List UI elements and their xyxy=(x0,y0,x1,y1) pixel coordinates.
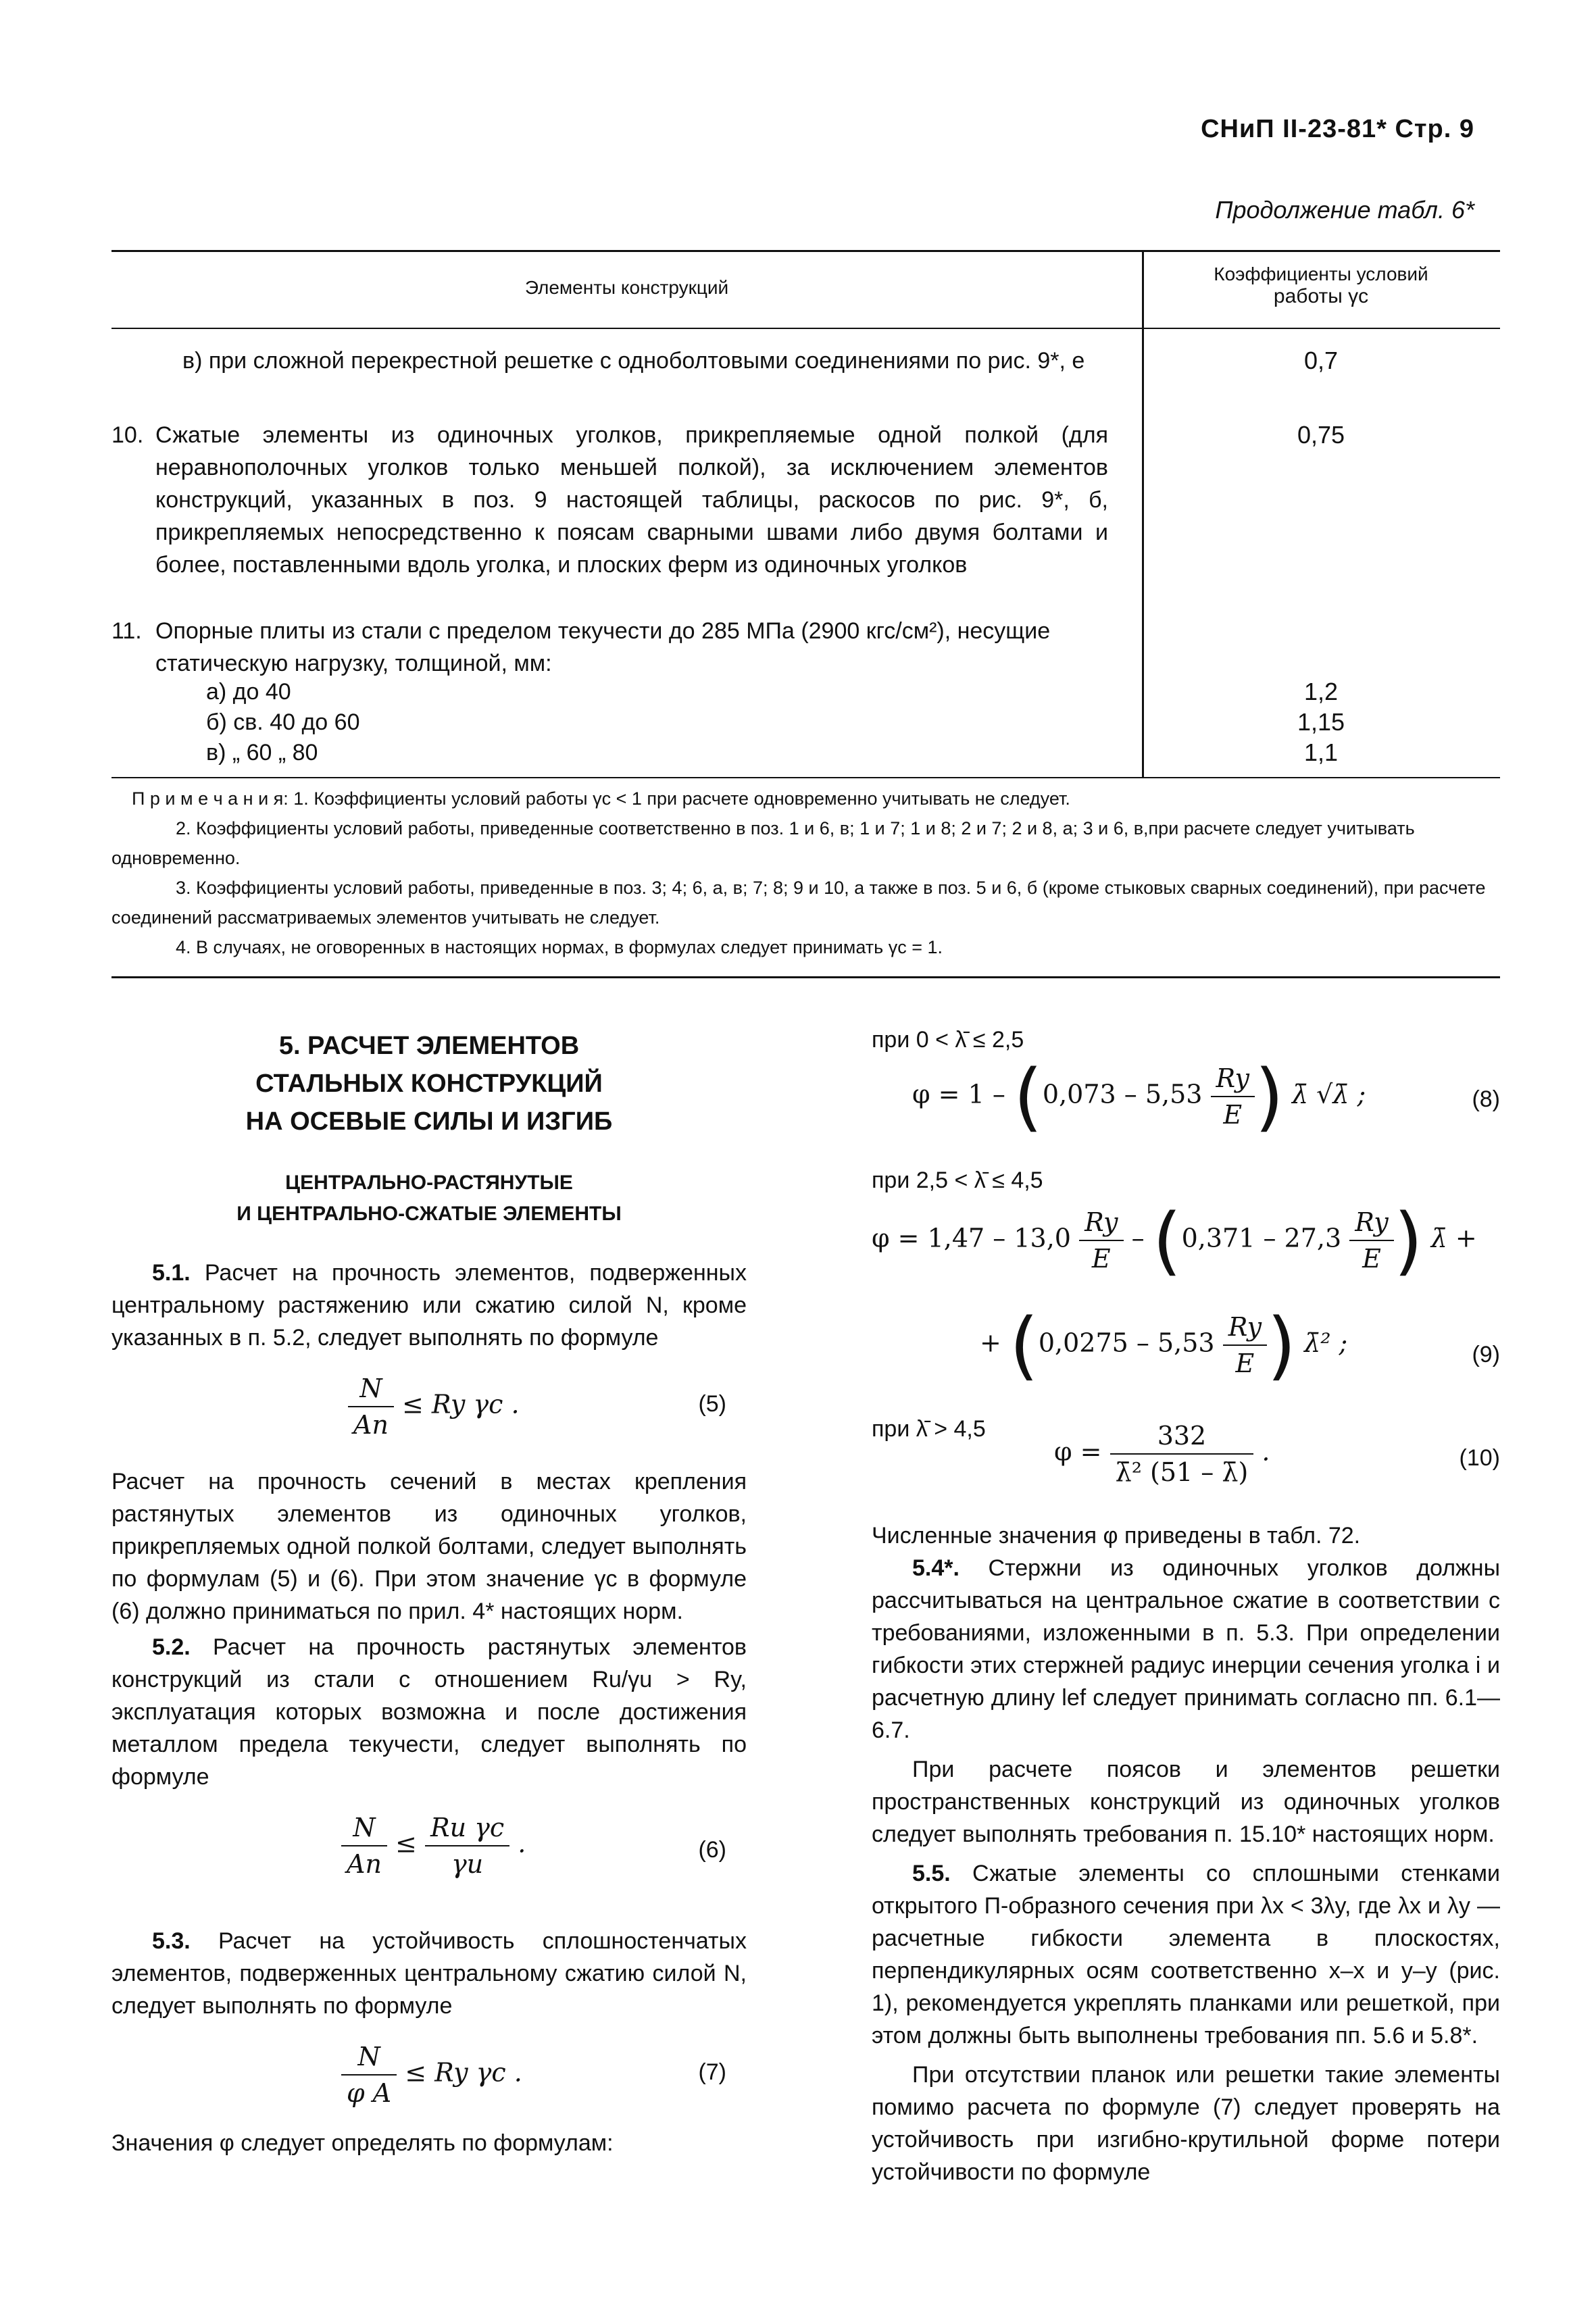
paragraph-5-1 xyxy=(111,1257,747,1354)
formula-9-close-paren-1: ) xyxy=(1393,1197,1423,1284)
formula-8-close-paren: ) xyxy=(1254,1053,1284,1140)
paragraph-5-1b: Расчет на прочность сечений в местах крепления растянутых элементов из одиночных уголков, прикрепляемых одной полкой болтами, следует выполнять по формулам (5) и (6). При этом значение γc в формуле (6) должно приниматься по прил. 4* настоящих норм. xyxy=(111,1469,747,1624)
page-header: СНиП II-23-81* Стр. 9 xyxy=(1201,115,1474,143)
formula-9-fraction-2 xyxy=(1349,1205,1393,1276)
formula-9-fraction-1 xyxy=(1079,1205,1123,1276)
table-row-11a-value: 1,2 xyxy=(1303,678,1339,705)
table-row-10-text: Сжатые элементы из одиночных уголков, прикрепляемые одной полкой (для неравнополочных уголков только меньшей полкой), за исключением элементов конструкций, указанных в поз. 9 настоящей таблицы, раскосов по рис. 9*, б, прикрепляемых непосредственно к поясам сварными швами либо двумя болтами и более, поставленными вдоль уголка, и плоских ферм из одиночных уголков xyxy=(155,422,1108,578)
formula-6-right-numerator: Ru γc xyxy=(425,1810,509,1846)
formula-9-fraction-1-numerator: Ry xyxy=(1079,1205,1123,1241)
formula-9-minus: – xyxy=(1131,1223,1145,1253)
paragraph-5-3 xyxy=(111,1925,747,2022)
paragraph-5-5b: При отсутствии планок или решетки такие элементы помимо расчета по формуле (7) следует проверять на устойчивость при изгибно-крутильной форме потери устойчивости по формуле xyxy=(872,2062,1500,2185)
formula-9-lhs: φ = 1,47 – 13,0 xyxy=(872,1223,1071,1253)
table-top-rule xyxy=(111,250,1500,252)
formula-9-fraction-2-denominator: E xyxy=(1362,1244,1381,1274)
formula-8-open-paren: ( xyxy=(1013,1053,1043,1140)
clause-number-5-1: 5.1. xyxy=(152,1260,191,1286)
table-notes xyxy=(111,784,1500,962)
subsection-title-line2: И ЦЕНТРАЛЬНО-СЖАТЫЕ ЭЛЕМЕНТЫ xyxy=(236,1203,622,1225)
formula-9-open-paren-1: ( xyxy=(1152,1197,1182,1284)
formula-7-rhs: ≤ Ry γc . xyxy=(405,2057,522,2088)
paragraph-5-5-text: Сжатые элементы со сплошными стенками открытого П-образного сечения при λx < 3λy, где λx и λy — расчетные гибкости элемента в плоскостях, перпендикулярных осям соответственно x–x и y–y (рис. 1), рекомендуется укреплять планками или решеткой, при этом должны быть выполнены требования пп. 5.6 и 5.8*. xyxy=(872,1861,1501,2048)
section-title-line2: СТАЛЬНЫХ КОНСТРУКЦИЙ xyxy=(255,1070,603,1098)
formula-6-end: . xyxy=(518,1828,526,1859)
column-header-coefficients xyxy=(1142,263,1500,308)
section-title-line1: 5. РАСЧЕТ ЭЛЕМЕНТОВ xyxy=(278,1032,580,1060)
subsection-title xyxy=(111,1167,747,1230)
column-header-coef-line2: работы γc xyxy=(1273,285,1369,307)
formula-8-a: 0,073 – 5,53 xyxy=(1042,1079,1203,1109)
table-row-11c-text: в) „ 60 „ 80 xyxy=(206,740,318,765)
formula-6-number: (6) xyxy=(698,1837,726,1863)
notes-bottom-rule xyxy=(111,976,1500,978)
table-row-11-num: 11. xyxy=(111,618,142,644)
section-title-line3: НА ОСЕВЫЕ СИЛЫ И ИЗГИБ xyxy=(245,1107,613,1136)
table-header-rule xyxy=(111,328,1500,329)
formula-8-numerator: Ry xyxy=(1211,1061,1255,1097)
note-1: П р и м е ч а н и я: 1. Коэффициенты условий работы γc < 1 при расчете одновременно учитывать не следует. xyxy=(132,788,1070,809)
condition-formula-8: при 0 < λ̄ ≤ 2,5 xyxy=(872,1027,1024,1053)
note-3: 3. Коэффициенты условий работы, приведенные в поз. 3; 4; 6, а, в; 7; 8; 9 и 10, а также в поз. 5 и 6, б (кроме стыковых сварных соединений), при расчете соединений рассматриваемых элементов учитывать не следует. xyxy=(111,878,1486,928)
formula-10-numerator: 332 xyxy=(1110,1418,1254,1455)
left-column xyxy=(111,1027,747,2159)
clause-number-5-3: 5.3. xyxy=(152,1928,191,1954)
clause-number-5-2: 5.2. xyxy=(152,1634,191,1660)
formula-6 xyxy=(111,1803,747,1905)
formula-9-fraction-3-denominator: E xyxy=(1235,1349,1255,1378)
note-2: 2. Коэффициенты условий работы, приведенные соответственно в поз. 1 и 6, в; 1 и 7; 1 и 8; 2 и 7; 2 и 8, а; 3 и 6, в,при расчете следует учитывать одновременно. xyxy=(111,818,1415,868)
formula-10-denominator: λ̄² (51 – λ̄) xyxy=(1115,1457,1249,1487)
formula-9-fraction-1-denominator: E xyxy=(1091,1244,1111,1274)
formula-10-number: (10) xyxy=(1459,1445,1500,1471)
column-header-elements: Элементы конструкций xyxy=(524,277,729,298)
table-row-9c-value: 0,7 xyxy=(1303,347,1339,374)
formula-9-number: (9) xyxy=(1472,1342,1500,1367)
formula-9-close-paren-2: ) xyxy=(1267,1302,1297,1388)
condition-formula-9: при 2,5 < λ̄ ≤ 4,5 xyxy=(872,1167,1043,1193)
table-row-10-value: 0,75 xyxy=(1297,421,1345,449)
paragraph-5-4b: При расчете поясов и элементов решетки пространственных конструкций из одиночных уголков следует выполнять требования п. 15.10* настоящих норм. xyxy=(872,1757,1500,1847)
formula-7-numerator: N xyxy=(341,2039,397,2076)
formula-9-fraction-3 xyxy=(1223,1309,1267,1381)
formula-7-denominator: φ A xyxy=(347,2078,392,2108)
formula-9-plus: + xyxy=(980,1328,1001,1358)
formula-10-lhs: φ = xyxy=(1054,1436,1102,1467)
formula-6-right-denominator: γu xyxy=(451,1849,484,1879)
formula-8-fraction xyxy=(1211,1061,1255,1132)
table-row-11b-text: б) св. 40 до 60 xyxy=(206,709,360,735)
formula-9-tail-1: λ̄ + xyxy=(1430,1223,1477,1253)
formula-6-left-denominator: An xyxy=(347,1849,382,1879)
formula-5 xyxy=(111,1364,747,1452)
formula-9-tail-2: λ̄² ; xyxy=(1304,1328,1348,1358)
formula-8 xyxy=(872,1053,1500,1157)
paragraph-5-5 xyxy=(872,1857,1500,2052)
paragraph-5-3b: Значения φ следует определять по формулам: xyxy=(111,2130,614,2156)
table-bottom-rule xyxy=(111,777,1500,778)
formula-10 xyxy=(872,1418,1500,1492)
formula-9-b: 0,371 – 27,3 xyxy=(1181,1223,1342,1253)
paragraph-5-2 xyxy=(111,1631,747,1793)
formula-8-number: (8) xyxy=(1472,1086,1500,1112)
paragraph-5-3-text: Расчет на устойчивость сплошностенчатых элементов, подверженных центральному сжатию силой N, следует выполнять по формуле xyxy=(111,1928,747,2019)
clause-number-5-4: 5.4*. xyxy=(912,1555,959,1581)
column-header-coef-line1: Коэффициенты условий xyxy=(1214,263,1428,284)
formula-9-fraction-3-numerator: Ry xyxy=(1223,1309,1267,1346)
formula-9-c: 0,0275 – 5,53 xyxy=(1038,1328,1215,1358)
formula-7-number: (7) xyxy=(698,2059,726,2085)
condition-formula-10: при λ̄ > 4,5 xyxy=(872,1416,986,1442)
table-continuation-label: Продолжение табл. 6* xyxy=(1215,196,1474,224)
table-row-11-text: Опорные плиты из стали с пределом текучести до 285 МПа (2900 кгс/см²), несущие статическую нагрузку, толщиной, мм: xyxy=(155,618,1051,676)
formula-5-denominator: An xyxy=(353,1410,389,1440)
table-row-11b-value: 1,15 xyxy=(1297,708,1345,736)
table-row-9c-text: в) при сложной перекрестной решетке с однoболтовыми соединениями по рис. 9*, е xyxy=(182,348,1085,374)
formula-5-fraction xyxy=(348,1371,394,1442)
formula-5-number: (5) xyxy=(698,1391,726,1417)
formula-6-left-numerator: N xyxy=(341,1810,387,1846)
formula-7-fraction xyxy=(341,2039,397,2111)
formula-5-rhs: ≤ Ry γc . xyxy=(402,1389,520,1419)
subsection-title-line1: ЦЕНТРАЛЬНО-РАСТЯНУТЫЕ xyxy=(285,1172,573,1194)
formula-9-open-paren-2: ( xyxy=(1009,1302,1039,1388)
table-row-10-num: 10. xyxy=(111,422,144,448)
right-column xyxy=(872,1024,1500,2188)
formula-8-denominator: E xyxy=(1223,1100,1243,1130)
table-row-11c-value: 1,1 xyxy=(1303,738,1339,766)
paragraph-5-4-text: Стержни из одиночных уголков должны рассчитываться на центральное сжатие в соответствии с требованиями, изложенными в п. 5.3. При определении гибкости этих стержней радиус инерции сечения уголка i и расчетную длину lef следует принимать согласно пп. 6.1—6.7. xyxy=(872,1555,1501,1743)
formula-6-left-fraction xyxy=(341,1810,387,1882)
formula-8-lhs: φ = 1 – xyxy=(912,1079,1005,1109)
paragraph-5-4 xyxy=(872,1552,1500,1746)
clause-number-5-5: 5.5. xyxy=(912,1861,951,1886)
paragraph-table-72: Численные значения φ приведены в табл. 72. xyxy=(872,1523,1361,1549)
note-4: 4. В случаях, не оговоренных в настоящих нормах, в формулах следует принимать γc = 1. xyxy=(176,937,943,957)
formula-8-tail: λ̄ √λ̄ ; xyxy=(1291,1079,1366,1109)
section-title xyxy=(111,1027,747,1140)
formula-7 xyxy=(111,2032,747,2120)
formula-9-fraction-2-numerator: Ry xyxy=(1349,1205,1393,1241)
formula-10-end: . xyxy=(1262,1436,1270,1467)
formula-6-le: ≤ xyxy=(395,1828,417,1859)
paragraph-5-2-text: Расчет на прочность растянутых элементов конструкций из стали с отношением Ru/γu > Ry, эксплуатация которых возможна и после достижения металлом предела текучести, следует выполнять по формуле xyxy=(111,1634,747,1790)
paragraph-5-1-text: Расчет на прочность элементов, подверженных центральному растяжению или сжатию силой N, кроме указанных в п. 5.2, следует выполнять по формуле xyxy=(111,1260,747,1351)
formula-5-numerator: N xyxy=(348,1371,394,1407)
table-row-11a-text: а) до 40 xyxy=(206,679,291,705)
formula-9 xyxy=(872,1197,1500,1413)
formula-6-right-fraction xyxy=(425,1810,509,1882)
formula-10-fraction xyxy=(1110,1418,1254,1490)
